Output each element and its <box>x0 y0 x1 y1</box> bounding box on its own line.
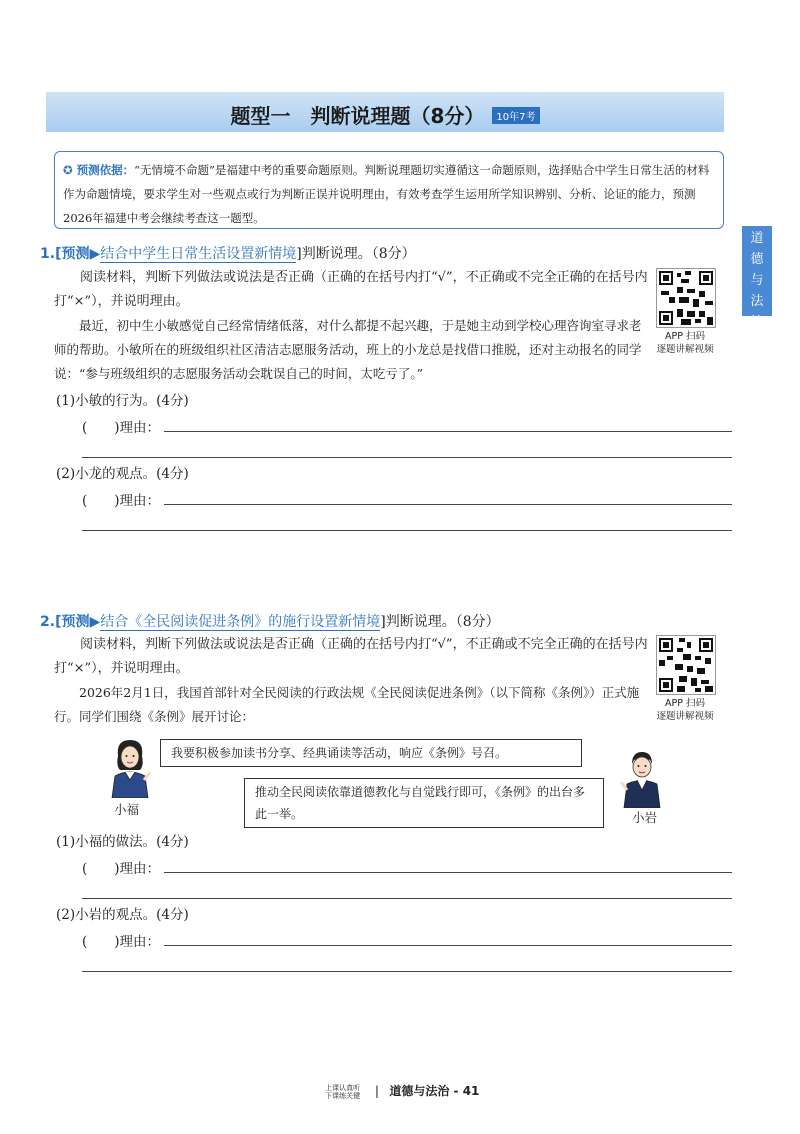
question-number: 2. <box>40 614 56 630</box>
footer-divider: | <box>374 1084 380 1098</box>
tab-char: 德 <box>750 252 764 267</box>
question-topic: 结合《全民阅读促进条例》的施行设置新情境 <box>100 614 381 630</box>
answer-line[interactable] <box>82 898 732 899</box>
q2-subquestion-1: (1)小福的做法。(4分) <box>56 834 189 850</box>
answer-line[interactable] <box>164 945 732 946</box>
answer-line[interactable] <box>164 872 732 873</box>
page-footer <box>0 1082 800 1100</box>
q1-subquestion-1: (1)小敏的行为。(4分) <box>56 393 189 409</box>
judgment-paren[interactable]: ( ) <box>82 493 120 509</box>
section-title <box>46 100 724 129</box>
reason-label: 理由： <box>119 493 161 509</box>
character-xiaoyan-illustration <box>618 748 666 808</box>
section-title-text: 题型一 判断说理题（8分） <box>230 104 485 128</box>
speech-bubble-xiaofu: 我要积极参加读书分享、经典诵读等活动，响应《条例》号召。 <box>160 739 582 767</box>
qr-code-icon[interactable] <box>656 635 716 695</box>
tab-char: 治 <box>750 315 764 330</box>
qr-code-graphic <box>657 636 715 694</box>
qr-code-graphic <box>657 269 715 327</box>
subject-side-tab <box>742 226 772 330</box>
question-1-material: 最近，初中生小敏感觉自己经常情绪低落，对什么都提不起兴趣，于是她主动到学校心理咨询室寻求老师的帮助。小敏所在的班级组织社区清洁志愿服务活动，班上的小龙总是找借口推脱，还对主动报名的同学说：“参与班级组织的志愿服务活动会耽误自己的时间，太吃亏了。” <box>54 318 642 381</box>
prediction-text: “无情境不命题”是福建中考的重要命题原则。判断说理题切实遵循这一命题原则，选择贴合中学生日常生活的材料作为命题情境，要求学生对一些观点或行为判断正误并说明理由，有效考查学生运用所学知识辨别、分析、论证的能力，预测2026年福建中考会继续考查这一题型。 <box>63 163 710 225</box>
predict-tag: [预测▶ <box>55 614 101 630</box>
tab-char: 道 <box>750 231 764 246</box>
answer-line[interactable] <box>164 431 732 432</box>
character-name-xiaoyan: 小岩 <box>632 810 658 825</box>
speech-bubble-xiaoyan: 推动全民阅读依靠道德教化与自觉践行即可，《条例》的出台多此一举。 <box>244 778 604 828</box>
question-1-instruction: 阅读材料，判断下列做法或说法是否正确（正确的在括号内打“√”，不正确或不完全正确的在括号内打“×”），并说明理由。 <box>54 270 648 309</box>
exam-frequency-badge: 10年7考 <box>492 107 539 124</box>
page-number: 道德与法治 - 41 <box>389 1084 480 1098</box>
reason-label: 理由： <box>119 420 161 436</box>
publisher-logo: 上课认真听 下课练关键 <box>325 1083 361 1100</box>
q1-answer-row-1 <box>82 416 160 436</box>
answer-line[interactable] <box>82 530 732 531</box>
girl-figure-icon <box>106 736 154 798</box>
question-score: ]判断说理。（8分） <box>296 246 416 262</box>
reason-label: 理由： <box>119 861 161 877</box>
q1-subquestion-2: (2)小龙的观点。(4分) <box>56 466 189 482</box>
prediction-basis-box <box>54 151 724 229</box>
judgment-paren[interactable]: ( ) <box>82 861 120 877</box>
predict-tag: [预测▶ <box>55 246 101 262</box>
tab-char: 法 <box>750 294 764 309</box>
prediction-label: ✪ 预测依据： <box>63 163 135 177</box>
answer-line[interactable] <box>82 971 732 972</box>
answer-line[interactable] <box>82 457 732 458</box>
q2-subquestion-2: (2)小岩的观点。(4分) <box>56 907 189 923</box>
judgment-paren[interactable]: ( ) <box>82 934 120 950</box>
reason-label: 理由： <box>119 934 161 950</box>
character-xiaofu-illustration <box>106 736 154 798</box>
character-name-xiaofu: 小福 <box>114 802 140 817</box>
section-header <box>46 92 724 132</box>
question-2-instruction: 阅读材料，判断下列做法或说法是否正确（正确的在括号内打“√”，不正确或不完全正确的在括号内打“×”），并说明理由。 <box>54 637 648 676</box>
qr-code-icon[interactable] <box>656 268 716 328</box>
question-2-heading <box>40 611 500 631</box>
qr-caption: APP 扫码 逐题讲解视频 <box>656 698 714 722</box>
judgment-paren[interactable]: ( ) <box>82 420 120 436</box>
question-number: 1. <box>40 246 56 262</box>
tab-char: 与 <box>750 273 764 288</box>
question-2-material: 2026年2月1日，我国首部针对全民阅读的行政法规《全民阅读促进条例》（以下简称《条例》）正式施行。同学们围绕《条例》展开讨论： <box>54 685 640 724</box>
q2-answer-row-1 <box>82 857 160 877</box>
answer-line[interactable] <box>164 504 732 505</box>
question-topic: 结合中学生日常生活设置新情境 <box>100 246 297 262</box>
q2-answer-row-2 <box>82 930 160 950</box>
question-score: ]判断说理。（8分） <box>380 614 500 630</box>
qr-caption: APP 扫码 逐题讲解视频 <box>656 331 714 355</box>
question-1-heading <box>40 243 416 263</box>
q1-answer-row-2 <box>82 489 160 509</box>
boy-figure-icon <box>618 748 666 808</box>
